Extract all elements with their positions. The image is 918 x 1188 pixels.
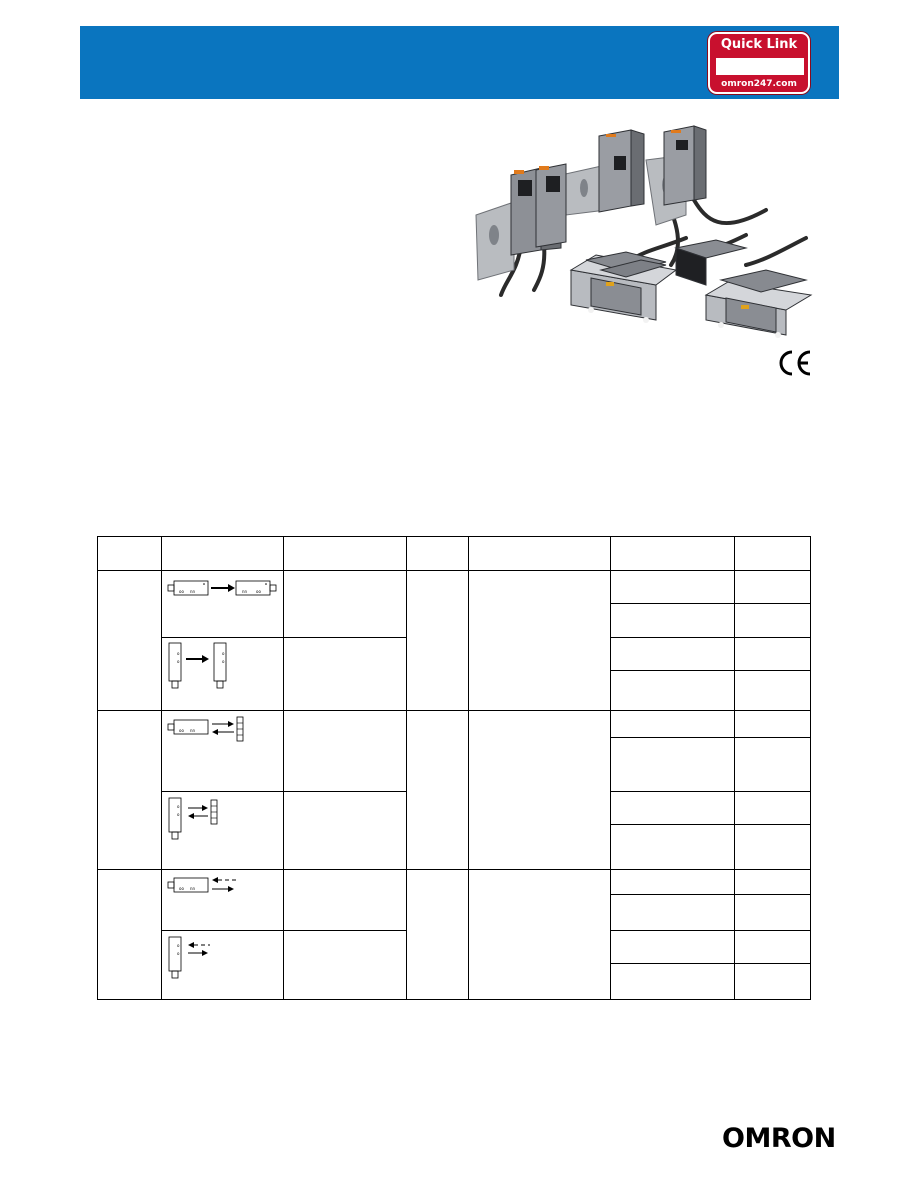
omron-logo: OMRON <box>722 1123 836 1154</box>
group-divider-1 <box>97 710 811 711</box>
svg-text:oo: oo <box>179 728 184 733</box>
table-border-bottom <box>97 999 811 1000</box>
subgroup-divider-2 <box>161 791 407 792</box>
svg-text:o: o <box>177 951 180 956</box>
diffuse-vertical-diagram <box>166 935 226 981</box>
row-line-8 <box>610 930 811 931</box>
svg-text:o: o <box>177 659 180 664</box>
svg-text:o: o <box>177 804 180 809</box>
table-border-top <box>97 536 811 537</box>
through-beam-horizontal-diagram <box>166 576 282 602</box>
table-header-divider <box>97 570 811 571</box>
row-line-9 <box>610 963 811 964</box>
row-line-3 <box>610 670 811 671</box>
quick-link-code-box <box>716 58 804 75</box>
svg-text:o: o <box>177 812 180 817</box>
ce-mark-icon <box>774 348 814 378</box>
row-line-4 <box>610 737 811 738</box>
through-beam-vertical-diagram <box>166 641 246 693</box>
group-divider-2 <box>97 869 811 870</box>
diffuse-horizontal-diagram <box>166 873 246 897</box>
row-line-7 <box>610 894 811 895</box>
col-divider-4 <box>468 536 469 1000</box>
retroreflective-horizontal-diagram <box>166 715 256 743</box>
row-line-1 <box>610 603 811 604</box>
svg-text:nn: nn <box>242 589 248 594</box>
subgroup-divider-1 <box>161 637 407 638</box>
retroreflective-vertical-diagram <box>166 796 236 842</box>
quick-link-title: Quick Link <box>720 37 798 52</box>
quick-link-url[interactable]: omron247.com <box>721 79 797 89</box>
row-line-5 <box>610 791 811 792</box>
svg-text:oo: oo <box>179 886 184 891</box>
svg-text:o: o <box>222 659 225 664</box>
svg-text:nn: nn <box>190 728 196 733</box>
product-photo <box>466 120 816 345</box>
svg-text:nn: nn <box>190 886 196 891</box>
svg-text:nn: nn <box>190 589 196 594</box>
svg-text:o: o <box>177 943 180 948</box>
quick-link-badge[interactable] <box>708 32 810 94</box>
row-line-6 <box>610 824 811 825</box>
svg-text:o: o <box>177 651 180 656</box>
svg-text:o: o <box>222 651 225 656</box>
svg-text:oo: oo <box>179 589 184 594</box>
row-line-2 <box>610 637 811 638</box>
subgroup-divider-3 <box>161 930 407 931</box>
svg-text:oo: oo <box>256 589 261 594</box>
table-border-left <box>97 536 98 1000</box>
